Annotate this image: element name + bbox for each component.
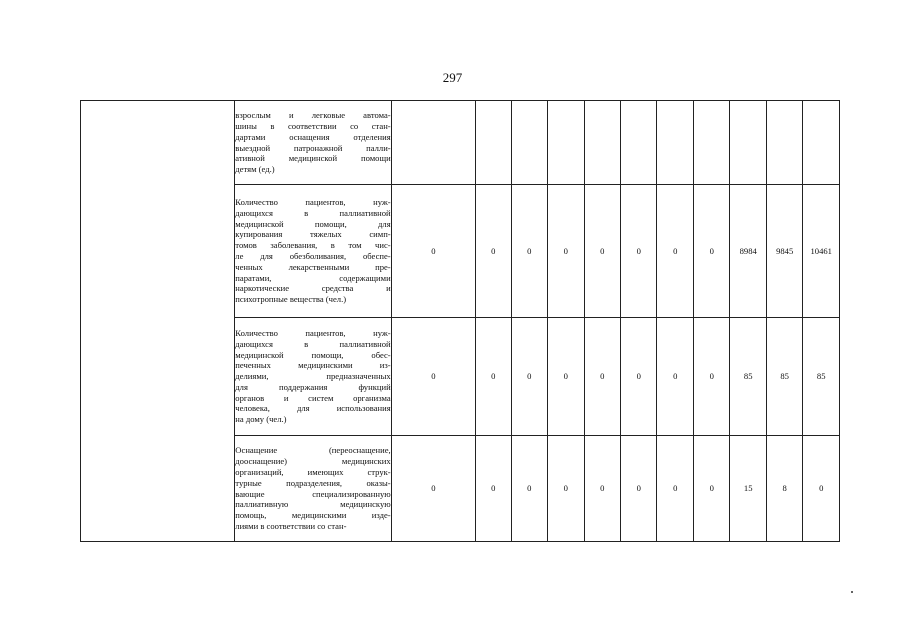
description-line: медицинской помощи, для (235, 218, 391, 229)
description-line: детям (ед.) (235, 164, 275, 175)
description-line: органов и систем организма (235, 392, 391, 403)
value-cell: 0 (693, 185, 729, 318)
description-line: помощь, медицинскими изде- (235, 510, 391, 521)
description-cell (235, 436, 391, 542)
blank-first-column-cell (81, 101, 235, 542)
value-cell: 85 (730, 318, 766, 436)
value-cell (803, 101, 840, 185)
value-cell: 85 (803, 318, 840, 436)
value-cell (476, 101, 511, 185)
value-cell: 0 (693, 436, 729, 542)
value-cell: 0 (693, 318, 729, 436)
value-cell (391, 101, 475, 185)
description-cell (235, 318, 391, 436)
description-line: Количество пациентов, нуж- (235, 197, 391, 208)
value-cell (693, 101, 729, 185)
description-line: выездной патронажной палли- (235, 142, 391, 153)
description-cell (235, 101, 391, 185)
value-cell: 0 (657, 436, 693, 542)
value-cell (511, 101, 547, 185)
value-cell (730, 101, 766, 185)
description-line: дающихся в паллиативной (235, 338, 391, 349)
value-cell: 0 (548, 436, 584, 542)
table-row (81, 101, 840, 185)
value-cell: 0 (621, 436, 657, 542)
description-line: паратами, содержащими (235, 272, 391, 283)
value-cell: 10461 (803, 185, 840, 318)
description-line: Оснащение (переоснащение, (235, 445, 391, 456)
value-cell: 9845 (766, 185, 802, 318)
description-line: ченных лекарственными пре- (235, 261, 391, 272)
page-number: 297 (442, 70, 463, 85)
description-line: дартами оснащения отделения (235, 131, 391, 142)
value-cell: 0 (511, 318, 547, 436)
description-line: на дому (чел.) (235, 414, 287, 425)
description-line: медицинской помощи, обес- (235, 349, 391, 360)
description-line: купирования тяжелых симп- (235, 229, 391, 240)
value-cell: 0 (803, 436, 840, 542)
description-line: ативной медицинской помощи (235, 153, 391, 164)
description-line: вающие специализированную (235, 488, 391, 499)
description-line: наркотические средства и (235, 283, 391, 294)
value-cell: 0 (584, 318, 620, 436)
value-cell: 0 (511, 436, 547, 542)
description-line: организаций, имеющих струк- (235, 466, 391, 477)
table-body (81, 101, 840, 542)
description-line: томов заболевания, в том чис- (235, 240, 391, 251)
value-cell: 0 (391, 436, 475, 542)
description-line: шины в соответствии со стан- (235, 120, 391, 131)
description-line: делиями, предназначенных (235, 371, 391, 382)
value-cell (584, 101, 620, 185)
description-line: ле для обезболивания, обеспе- (235, 251, 391, 261)
value-cell: 0 (584, 185, 620, 318)
description-line: дающихся в паллиативной (235, 207, 391, 218)
description-line: паллиативную медицинскую (235, 499, 391, 510)
description-line: турные подразделения, оказы- (235, 477, 391, 488)
value-cell: 0 (621, 185, 657, 318)
description-line: дооснащение) медицинских (235, 456, 391, 467)
value-cell: 0 (584, 436, 620, 542)
value-cell: 0 (476, 436, 511, 542)
value-cell (766, 101, 802, 185)
value-cell: 85 (766, 318, 802, 436)
value-cell: 0 (511, 185, 547, 318)
value-cell: 0 (657, 185, 693, 318)
description-line: человека, для использования (235, 403, 391, 414)
description-line: психотропные вещества (чел.) (235, 294, 347, 305)
value-cell: 0 (476, 318, 511, 436)
description-line: для поддержания функций (235, 381, 391, 392)
value-cell: 0 (548, 318, 584, 436)
description-line: печенных медицинскими из- (235, 360, 391, 371)
description-line: Количество пациентов, нуж- (235, 327, 391, 338)
value-cell: 0 (621, 318, 657, 436)
description-line: лиями в соответствии со стан- (235, 520, 347, 531)
data-table (80, 100, 840, 542)
value-cell: 0 (548, 185, 584, 318)
scan-speck (851, 591, 853, 593)
description-line: взрослым и легковые автома- (235, 110, 391, 121)
value-cell: 0 (476, 185, 511, 318)
value-cell: 0 (657, 318, 693, 436)
value-cell (621, 101, 657, 185)
value-cell (548, 101, 584, 185)
value-cell: 8984 (730, 185, 766, 318)
value-cell (657, 101, 693, 185)
value-cell: 0 (391, 318, 475, 436)
value-cell: 8 (766, 436, 802, 542)
value-cell: 15 (730, 436, 766, 542)
value-cell: 0 (391, 185, 475, 318)
description-cell (235, 185, 391, 318)
